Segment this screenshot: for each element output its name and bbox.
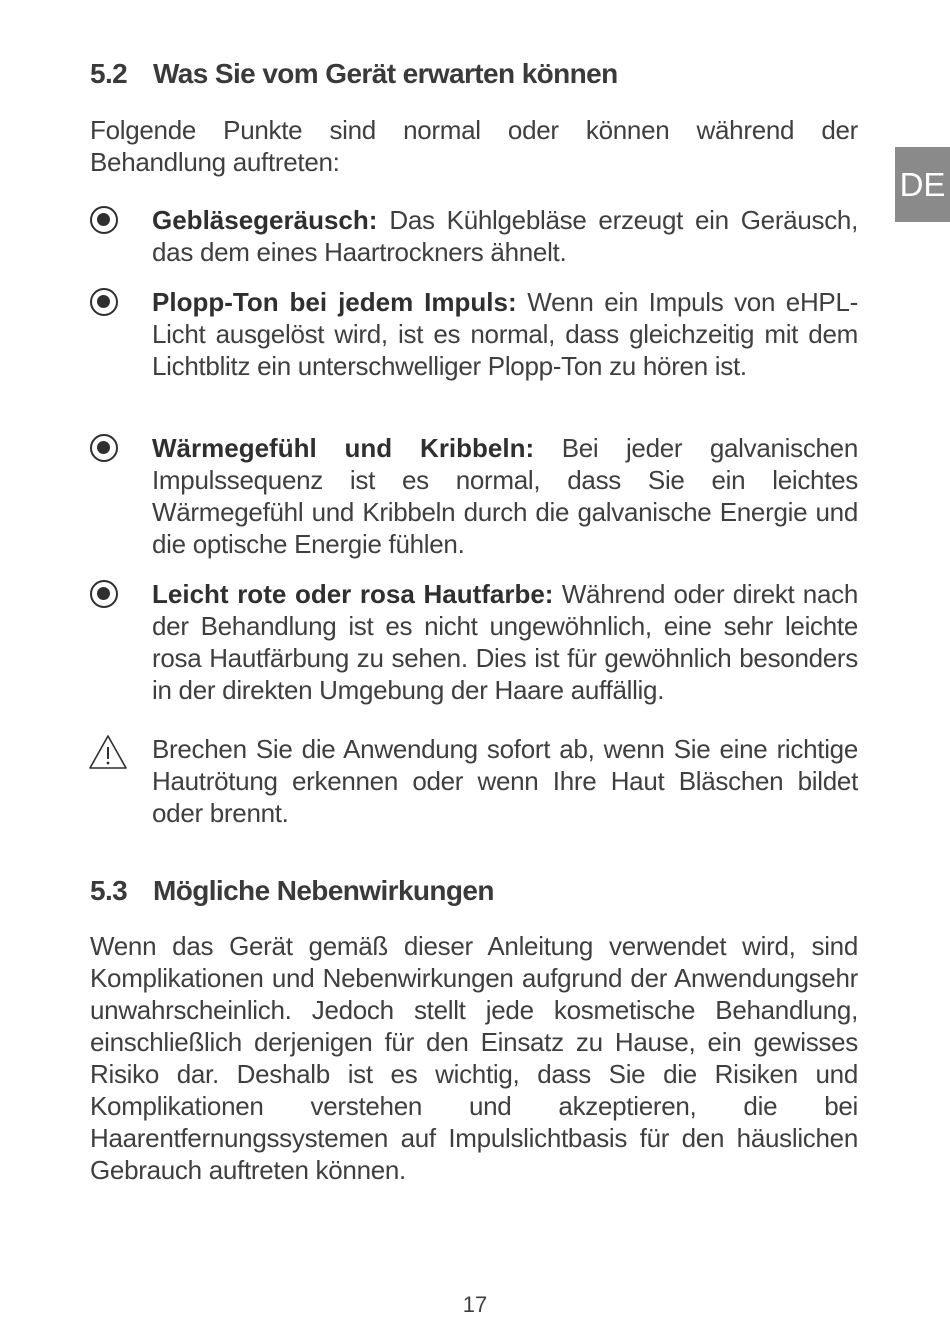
language-tab-label: DE xyxy=(899,165,946,203)
list-item-description: Wenn ein Impuls von eHPL-Licht ausgelöst wird, ist es normal, dass gleichzeitig mit dem Lichtblitz ein unterschwelliger Plopp-Ton zu hören ist. xyxy=(152,287,858,381)
list-item-description: Bei jeder galvanischen Impulssequenz ist es normal, dass Sie ein leichtes Wärmegefühl und Kribbeln durch die galvanische Energie und die optische Energie fühlen. xyxy=(152,433,858,559)
section-5-3-body: Wenn das Gerät gemäß dieser Anleitung verwendet wird, sind Komplikationen und Nebenwirkungen aufgrund der Anwendungsehr unwahrscheinlich. Jedoch stellt jede kosmetische Behandlung, einschließlich derjenigen für den Einsatz zu Hause, ein gewisses Risiko dar. Deshalb ist es wichtig, dass Sie die Risiken und Komplikationen verstehen und akzeptieren, die bei Haarentfernungssystemen auf Impulslichtbasis für den häuslichen Gebrauch auftreten können. xyxy=(90,931,858,1185)
list-item-text xyxy=(152,286,858,382)
list-item-description: Während oder direkt nach der Behandlung ist es nicht ungewöhnlich, eine sehr leichte rosa Hautfärbung zu sehen. Dies ist für gewöhnlich besonders in der direkten Umgebung der Haare auffällig. xyxy=(152,579,858,705)
warning-triangle-icon xyxy=(88,733,128,771)
section-5-3-title: Mögliche Nebenwirkungen xyxy=(153,875,494,906)
radio-bullet-icon xyxy=(90,206,118,234)
list-item-text xyxy=(152,578,858,706)
list-item-term: Gebläsegeräusch: xyxy=(152,205,378,235)
page-number: 17 xyxy=(462,1292,488,1317)
radio-bullet-icon xyxy=(90,434,118,462)
list-item-term: Wärmegefühl und Kribbeln: xyxy=(152,433,535,463)
list-item-term: Plopp-Ton bei jedem Impuls: xyxy=(152,287,517,317)
radio-bullet-icon xyxy=(90,288,118,316)
section-5-2-number: 5.2 xyxy=(90,58,128,89)
warning-text: Brechen Sie die Anwendung sofort ab, wenn Sie eine richtige Hautrötung erkennen oder wenn Ihre Haut Bläschen bildet oder brennt. xyxy=(152,734,858,828)
section-5-3-number: 5.3 xyxy=(90,875,128,906)
list-item-term: Leicht rote oder rosa Hautfarbe: xyxy=(152,579,554,609)
section-5-3-heading xyxy=(90,875,494,907)
radio-bullet-icon xyxy=(90,580,118,608)
section-5-2-heading xyxy=(90,58,618,90)
language-tab xyxy=(895,147,950,222)
list-item-text xyxy=(152,432,858,560)
section-5-2-title: Was Sie vom Gerät erwarten können xyxy=(153,58,618,89)
list-item-text xyxy=(152,204,858,268)
list-item-description: Das Kühlgebläse erzeugt ein Geräusch, das dem eines Haartrockners ähnelt. xyxy=(152,205,858,267)
section-5-2-intro: Folgende Punkte sind normal oder können während der Behandlung auftreten: xyxy=(90,115,858,177)
